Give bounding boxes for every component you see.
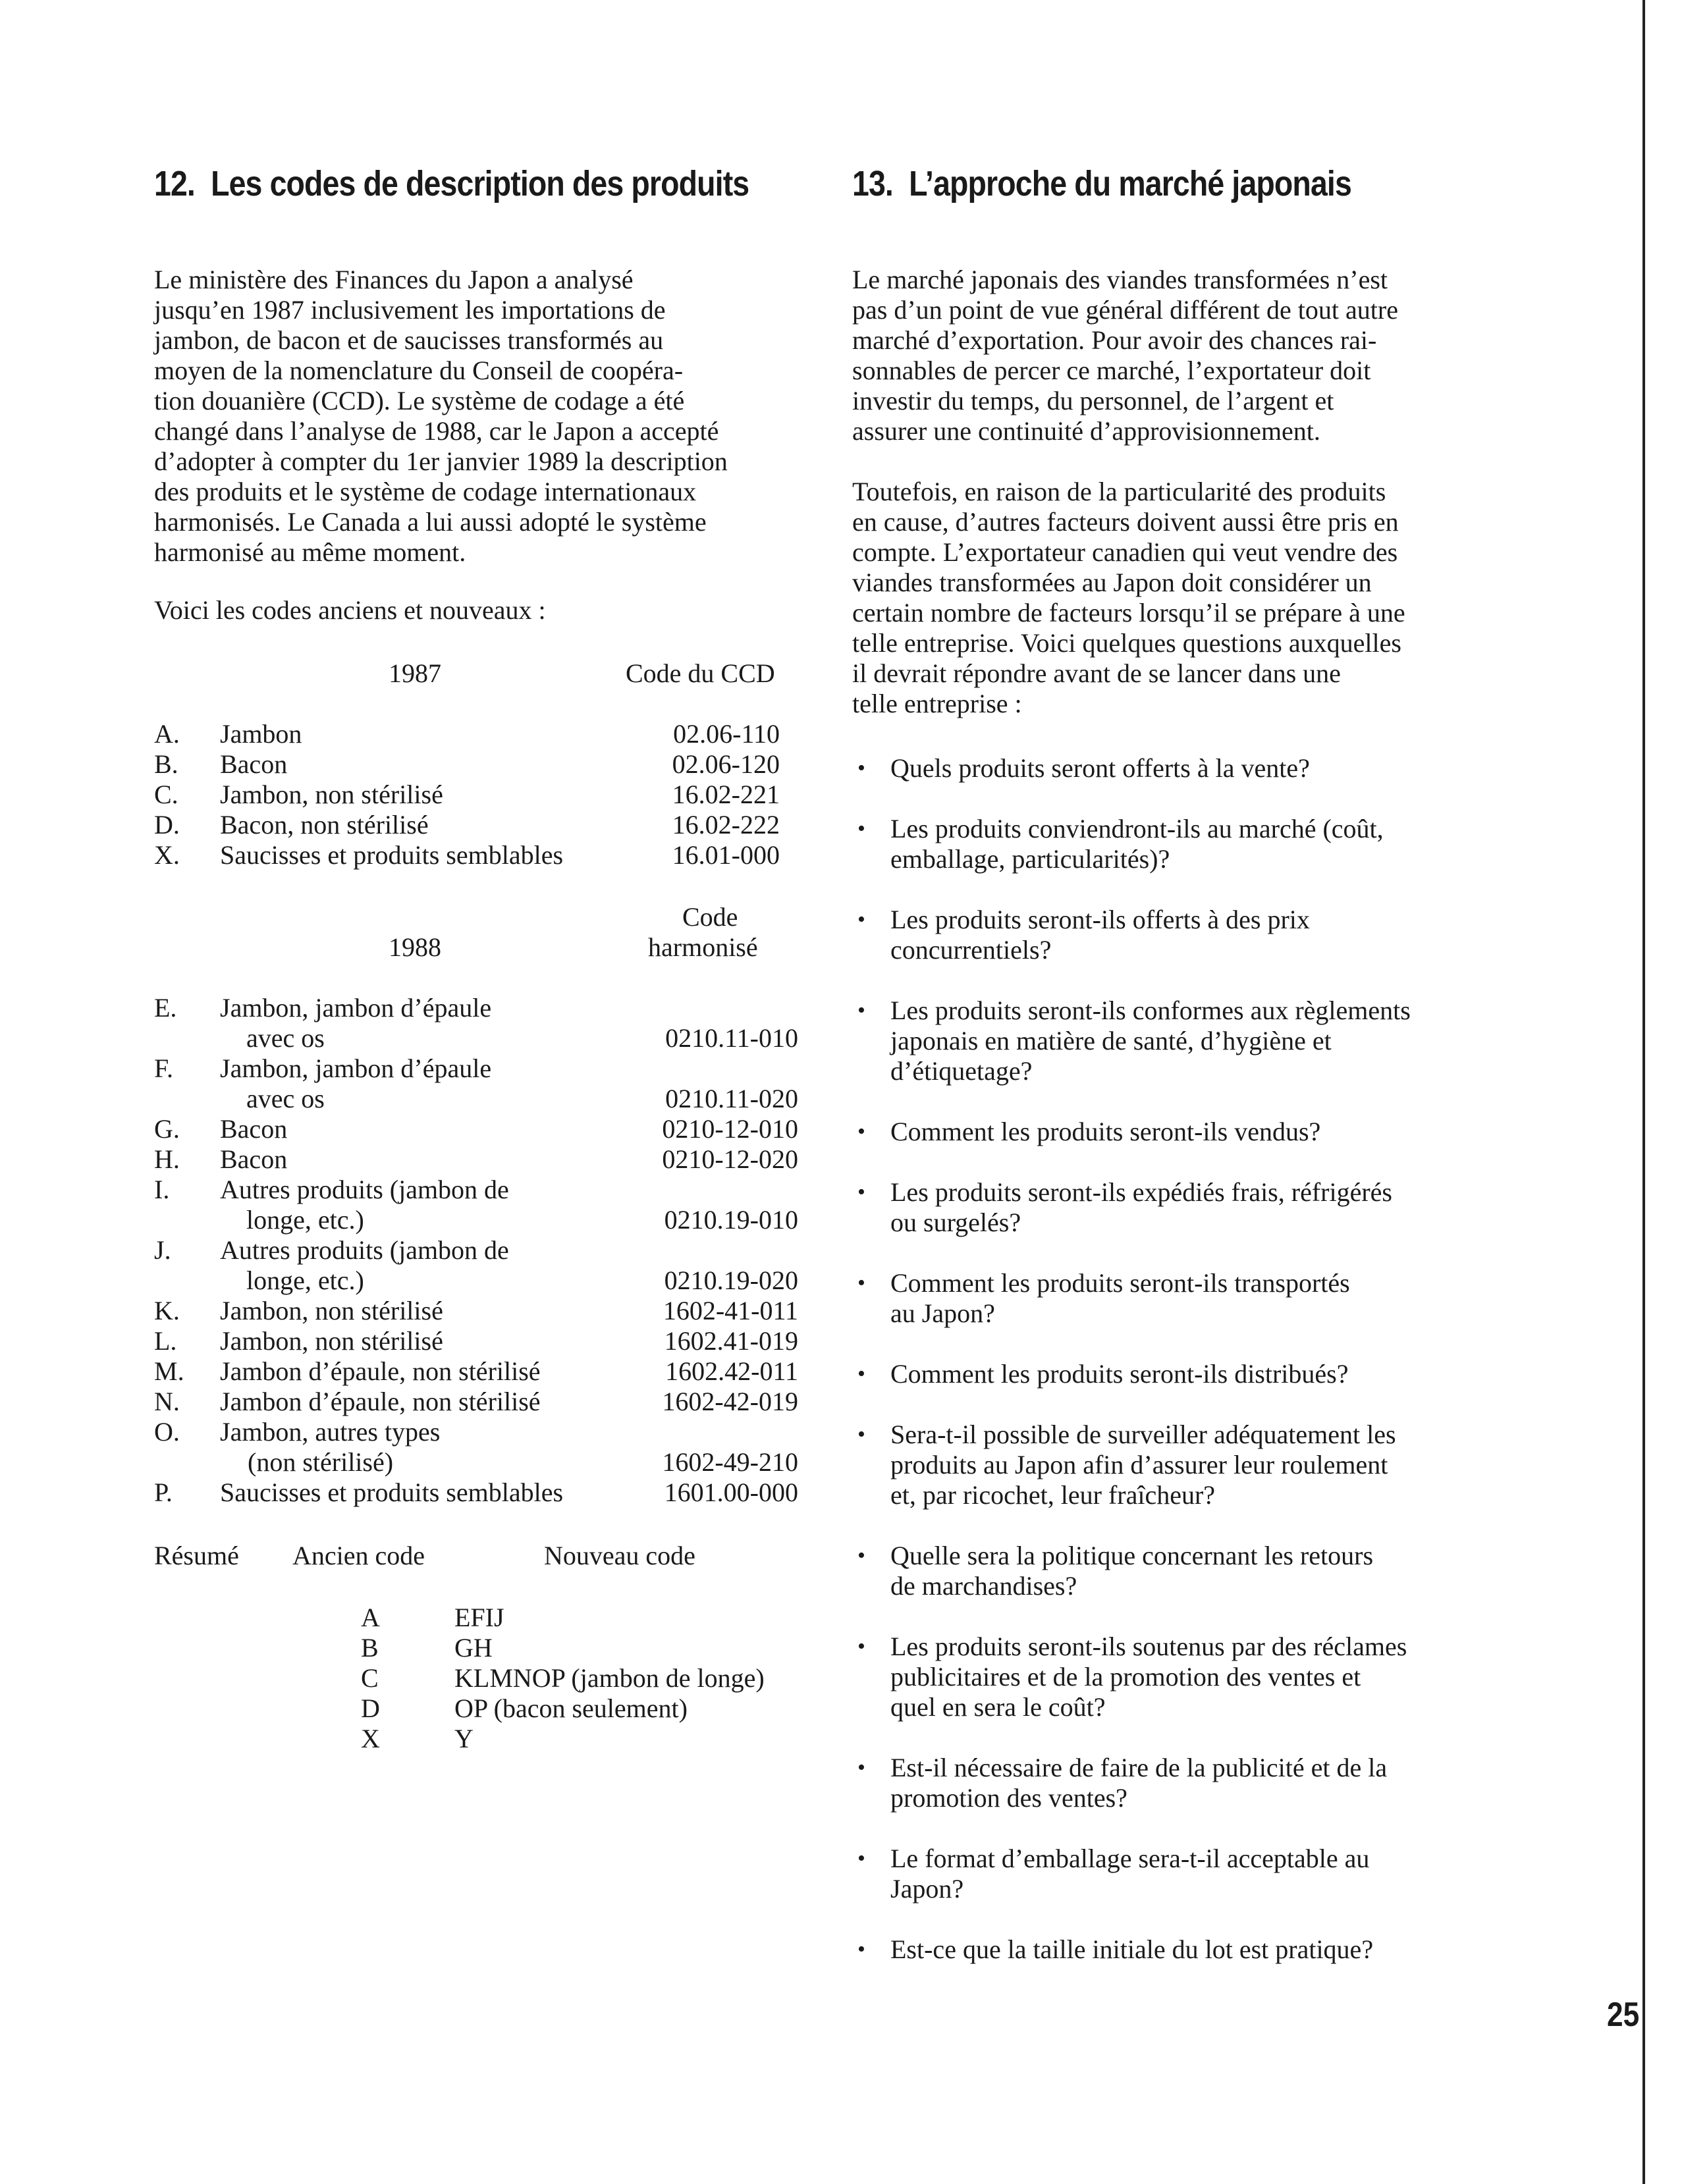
question-item <box>857 1420 1529 1510</box>
bullet-dot: • <box>857 1362 865 1386</box>
intro-line: tion douanière (CCD). Le système de codage a été <box>154 386 685 415</box>
question-item <box>857 1117 1529 1147</box>
row-letter: P. <box>154 1478 173 1507</box>
intro-line: jusqu’en 1987 inclusivement les importations de <box>154 295 666 325</box>
question-line: Les produits seront-ils offerts à des prix <box>890 905 1310 934</box>
question-text <box>890 996 1411 1086</box>
summary-old: D <box>361 1693 380 1723</box>
para2-line: telle entreprise. Voici quelques questions auxquelles <box>852 628 1401 658</box>
question-text <box>890 905 1310 965</box>
row-code: 1602.42-011 <box>665 1356 798 1386</box>
bullet-dot: • <box>857 907 865 932</box>
question-line: d’étiquetage? <box>890 1056 1033 1086</box>
codes-intro: Voici les codes anciens et nouveaux : <box>154 595 546 625</box>
question-item <box>857 1632 1529 1722</box>
intro-line: d’adopter à compter du 1er janvier 1989 la description <box>154 446 728 476</box>
summary-new: Y <box>454 1724 474 1753</box>
row-letter: I. <box>154 1175 170 1204</box>
bullet-dot: • <box>857 1180 865 1204</box>
row-label: Bacon, non stérilisé <box>220 810 429 839</box>
intro-line: des produits et le système de codage internationaux <box>154 477 697 506</box>
table-1987-code-header: Code du CCD <box>626 658 775 688</box>
question-line: Est-il nécessaire de faire de la publicité et de la <box>890 1753 1388 1782</box>
question-item <box>857 753 1529 784</box>
question-line: Les produits seront-ils expédiés frais, réfrigérés <box>890 1177 1392 1207</box>
row-label: Saucisses et produits semblables <box>220 1478 564 1507</box>
right-paragraph-2 <box>852 477 1550 719</box>
bullet-dot: • <box>857 1937 865 1961</box>
section-12-title: Les codes de description des produits <box>211 164 749 203</box>
row-label: Autres produits (jambon de <box>220 1175 509 1204</box>
para2-line: en cause, d’autres facteurs doivent aussi être pris en <box>852 507 1399 537</box>
section-13-title: L’approche du marché japonais <box>909 164 1351 203</box>
row-letter: O. <box>154 1417 180 1447</box>
para1-line: pas d’un point de vue général différent de tout autre <box>852 295 1398 325</box>
para2-line: Toutefois, en raison de la particularité des produits <box>852 477 1386 506</box>
question-line: au Japon? <box>890 1298 995 1328</box>
question-line: promotion des ventes? <box>890 1783 1127 1813</box>
question-text <box>890 1844 1369 1904</box>
row-label: Bacon <box>220 1144 288 1174</box>
intro-line: jambon, de bacon et de saucisses transformés au <box>154 325 664 355</box>
row-label-cont: avec os <box>246 1023 325 1053</box>
question-item <box>857 1753 1529 1813</box>
summary-old: C <box>361 1663 379 1693</box>
row-letter: B. <box>154 749 178 779</box>
question-line: et, par ricochet, leur fraîcheur? <box>890 1480 1216 1510</box>
question-line: Comment les produits seront-ils distribués? <box>890 1359 1349 1389</box>
row-label: Jambon d’épaule, non stérilisé <box>220 1356 541 1386</box>
row-label: Bacon <box>220 1114 288 1144</box>
row-code: 0210.19-020 <box>664 1265 798 1295</box>
row-letter: C. <box>154 780 178 809</box>
intro-line: changé dans l’analyse de 1988, car le Japon a accepté <box>154 416 719 446</box>
bullet-dot: • <box>857 1755 865 1780</box>
table-1988-year: 1988 <box>389 932 441 962</box>
row-label-cont: avec os <box>246 1084 325 1113</box>
para2-line: telle entreprise : <box>852 689 1022 718</box>
para1-line: marché d’exportation. Pour avoir des chances rai- <box>852 325 1377 355</box>
row-label: Bacon <box>220 749 288 779</box>
row-code: 16.01-000 <box>672 840 780 870</box>
row-label: Jambon <box>220 719 302 749</box>
question-line: Comment les produits seront-ils vendus? <box>890 1117 1321 1146</box>
para2-line: viandes transformées au Japon doit considérer un <box>852 568 1372 597</box>
row-label: Saucisses et produits semblables <box>220 840 564 870</box>
question-line: Est-ce que la taille initiale du lot est pratique? <box>890 1934 1374 1964</box>
question-item <box>857 1844 1529 1904</box>
row-label: Jambon, jambon d’épaule <box>220 993 492 1023</box>
row-letter: K. <box>154 1296 180 1325</box>
question-text <box>890 1268 1350 1329</box>
summary-new: EFIJ <box>454 1603 504 1632</box>
question-item <box>857 996 1529 1086</box>
bullet-dot: • <box>857 756 865 780</box>
table-1988-code-header-1: Code <box>682 902 738 932</box>
question-item <box>857 814 1529 874</box>
para2-line: compte. L’exportateur canadien qui veut vendre des <box>852 537 1398 567</box>
row-label: Jambon, non stérilisé <box>220 1326 443 1356</box>
question-line: Japon? <box>890 1874 964 1904</box>
question-line: de marchandises? <box>890 1571 1077 1601</box>
question-line: Quels produits seront offerts à la vente? <box>890 753 1310 783</box>
question-text <box>890 1177 1392 1238</box>
question-item <box>857 1177 1529 1238</box>
question-text <box>890 1420 1396 1510</box>
row-code: 16.02-221 <box>672 780 780 809</box>
bullet-dot: • <box>857 1543 865 1568</box>
row-label-cont: (non stérilisé) <box>248 1447 394 1477</box>
summary-new: GH <box>454 1633 493 1663</box>
intro-line: moyen de la nomenclature du Conseil de coopéra- <box>154 356 684 385</box>
question-line: Sera-t-il possible de surveiller adéquatement les <box>890 1420 1396 1449</box>
row-code: 0210.11-020 <box>665 1084 798 1113</box>
intro-line: Le ministère des Finances du Japon a analysé <box>154 265 634 294</box>
summary-new: OP (bacon seulement) <box>454 1693 688 1723</box>
section-13-heading <box>852 166 1351 201</box>
question-line: Le format d’emballage sera-t-il acceptable au <box>890 1844 1370 1873</box>
row-letter: J. <box>154 1235 171 1265</box>
question-item <box>857 1268 1529 1329</box>
row-code: 1602.41-019 <box>664 1326 798 1356</box>
question-line: Les produits conviendront-ils au marché (coût, <box>890 814 1384 843</box>
table-1987-year: 1987 <box>389 658 441 688</box>
question-line: Comment les produits seront-ils transportés <box>890 1268 1350 1298</box>
row-letter: F. <box>154 1053 174 1083</box>
question-text <box>890 753 1310 784</box>
question-text <box>890 1753 1387 1813</box>
question-item <box>857 1934 1529 1965</box>
row-code: 1602-42-019 <box>662 1387 798 1416</box>
table-1988-code-header-2: harmonisé <box>648 932 758 962</box>
intro-line: harmonisés. Le Canada a lui aussi adopté le système <box>154 507 707 537</box>
summary-old-header: Ancien code <box>292 1541 425 1570</box>
row-letter: L. <box>154 1326 177 1356</box>
summary-old: X <box>361 1724 380 1753</box>
row-label: Jambon, autres types <box>220 1417 441 1447</box>
row-letter: A. <box>154 719 180 749</box>
para2-line: il devrait répondre avant de se lancer dans une <box>852 658 1341 688</box>
row-code: 1601.00-000 <box>664 1478 798 1507</box>
bullet-dot: • <box>857 816 865 841</box>
row-code: 1602-41-011 <box>663 1296 798 1325</box>
bullet-dot: • <box>857 1422 865 1447</box>
row-letter: X. <box>154 840 180 870</box>
row-letter: N. <box>154 1387 180 1416</box>
question-item <box>857 1541 1529 1601</box>
row-letter: M. <box>154 1356 184 1386</box>
bullet-dot: • <box>857 1271 865 1295</box>
row-code: 0210-12-020 <box>662 1144 798 1174</box>
para1-line: sonnables de percer ce marché, l’exportateur doit <box>852 356 1371 385</box>
question-line: Les produits seront-ils conformes aux règlements <box>890 996 1411 1025</box>
question-line: produits au Japon afin d’assurer leur roulement <box>890 1450 1388 1479</box>
row-label: Jambon, non stérilisé <box>220 1296 443 1325</box>
question-line: ou surgelés? <box>890 1208 1021 1237</box>
summary-label: Résumé <box>154 1541 239 1570</box>
question-line: emballage, particularités)? <box>890 844 1170 874</box>
question-line: concurrentiels? <box>890 935 1052 965</box>
para1-line: assurer une continuité d’approvisionnement. <box>852 416 1320 446</box>
section-12-number: 12. <box>154 164 195 203</box>
row-code: 1602-49-210 <box>662 1447 798 1477</box>
bullet-dot: • <box>857 1634 865 1659</box>
question-item <box>857 1359 1529 1389</box>
bullet-dot: • <box>857 1119 865 1144</box>
row-label-cont: longe, etc.) <box>246 1265 364 1295</box>
row-label: Jambon, jambon d’épaule <box>220 1053 492 1083</box>
question-line: Les produits seront-ils soutenus par des réclames <box>890 1632 1407 1661</box>
question-text <box>890 1117 1320 1147</box>
row-letter: D. <box>154 810 180 839</box>
bullet-dot: • <box>857 1846 865 1871</box>
question-line: Quelle sera la politique concernant les retours <box>890 1541 1374 1570</box>
row-letter: E. <box>154 993 177 1023</box>
question-line: japonais en matière de santé, d’hygiène et <box>890 1026 1332 1055</box>
right-paragraph-1 <box>852 265 1550 446</box>
row-code: 02.06-110 <box>673 719 780 749</box>
row-code: 02.06-120 <box>672 749 780 779</box>
section-13-number: 13. <box>852 164 893 203</box>
row-label: Jambon d’épaule, non stérilisé <box>220 1387 541 1416</box>
summary-new-header: Nouveau code <box>544 1541 695 1570</box>
question-text <box>890 1934 1373 1965</box>
question-text <box>890 1541 1373 1601</box>
row-label-cont: longe, etc.) <box>246 1205 364 1235</box>
row-letter: H. <box>154 1144 180 1174</box>
page-number: 25 <box>1607 1996 1640 2034</box>
question-line: publicitaires et de la promotion des ventes et <box>890 1662 1361 1691</box>
question-line: quel en sera le coût? <box>890 1692 1106 1722</box>
row-code: 0210.11-010 <box>665 1023 798 1053</box>
question-item <box>857 905 1529 965</box>
question-list <box>857 753 1529 1995</box>
row-code: 0210.19-010 <box>664 1205 798 1235</box>
row-code: 0210-12-010 <box>662 1114 798 1144</box>
row-label: Autres produits (jambon de <box>220 1235 509 1265</box>
para1-line: Le marché japonais des viandes transformées n’est <box>852 265 1388 294</box>
question-text <box>890 1359 1349 1389</box>
summary-new: KLMNOP (jambon de longe) <box>454 1663 765 1693</box>
para2-line: certain nombre de facteurs lorsqu’il se prépare à une <box>852 598 1405 627</box>
summary-old: B <box>361 1633 379 1663</box>
row-label: Jambon, non stérilisé <box>220 780 443 809</box>
question-text <box>890 1632 1407 1722</box>
summary-old: A <box>361 1603 380 1632</box>
para1-line: investir du temps, du personnel, de l’argent et <box>852 386 1334 415</box>
question-text <box>890 814 1384 874</box>
row-letter: G. <box>154 1114 180 1144</box>
bullet-dot: • <box>857 998 865 1023</box>
intro-line: harmonisé au même moment. <box>154 537 466 567</box>
row-code: 16.02-222 <box>672 810 780 839</box>
